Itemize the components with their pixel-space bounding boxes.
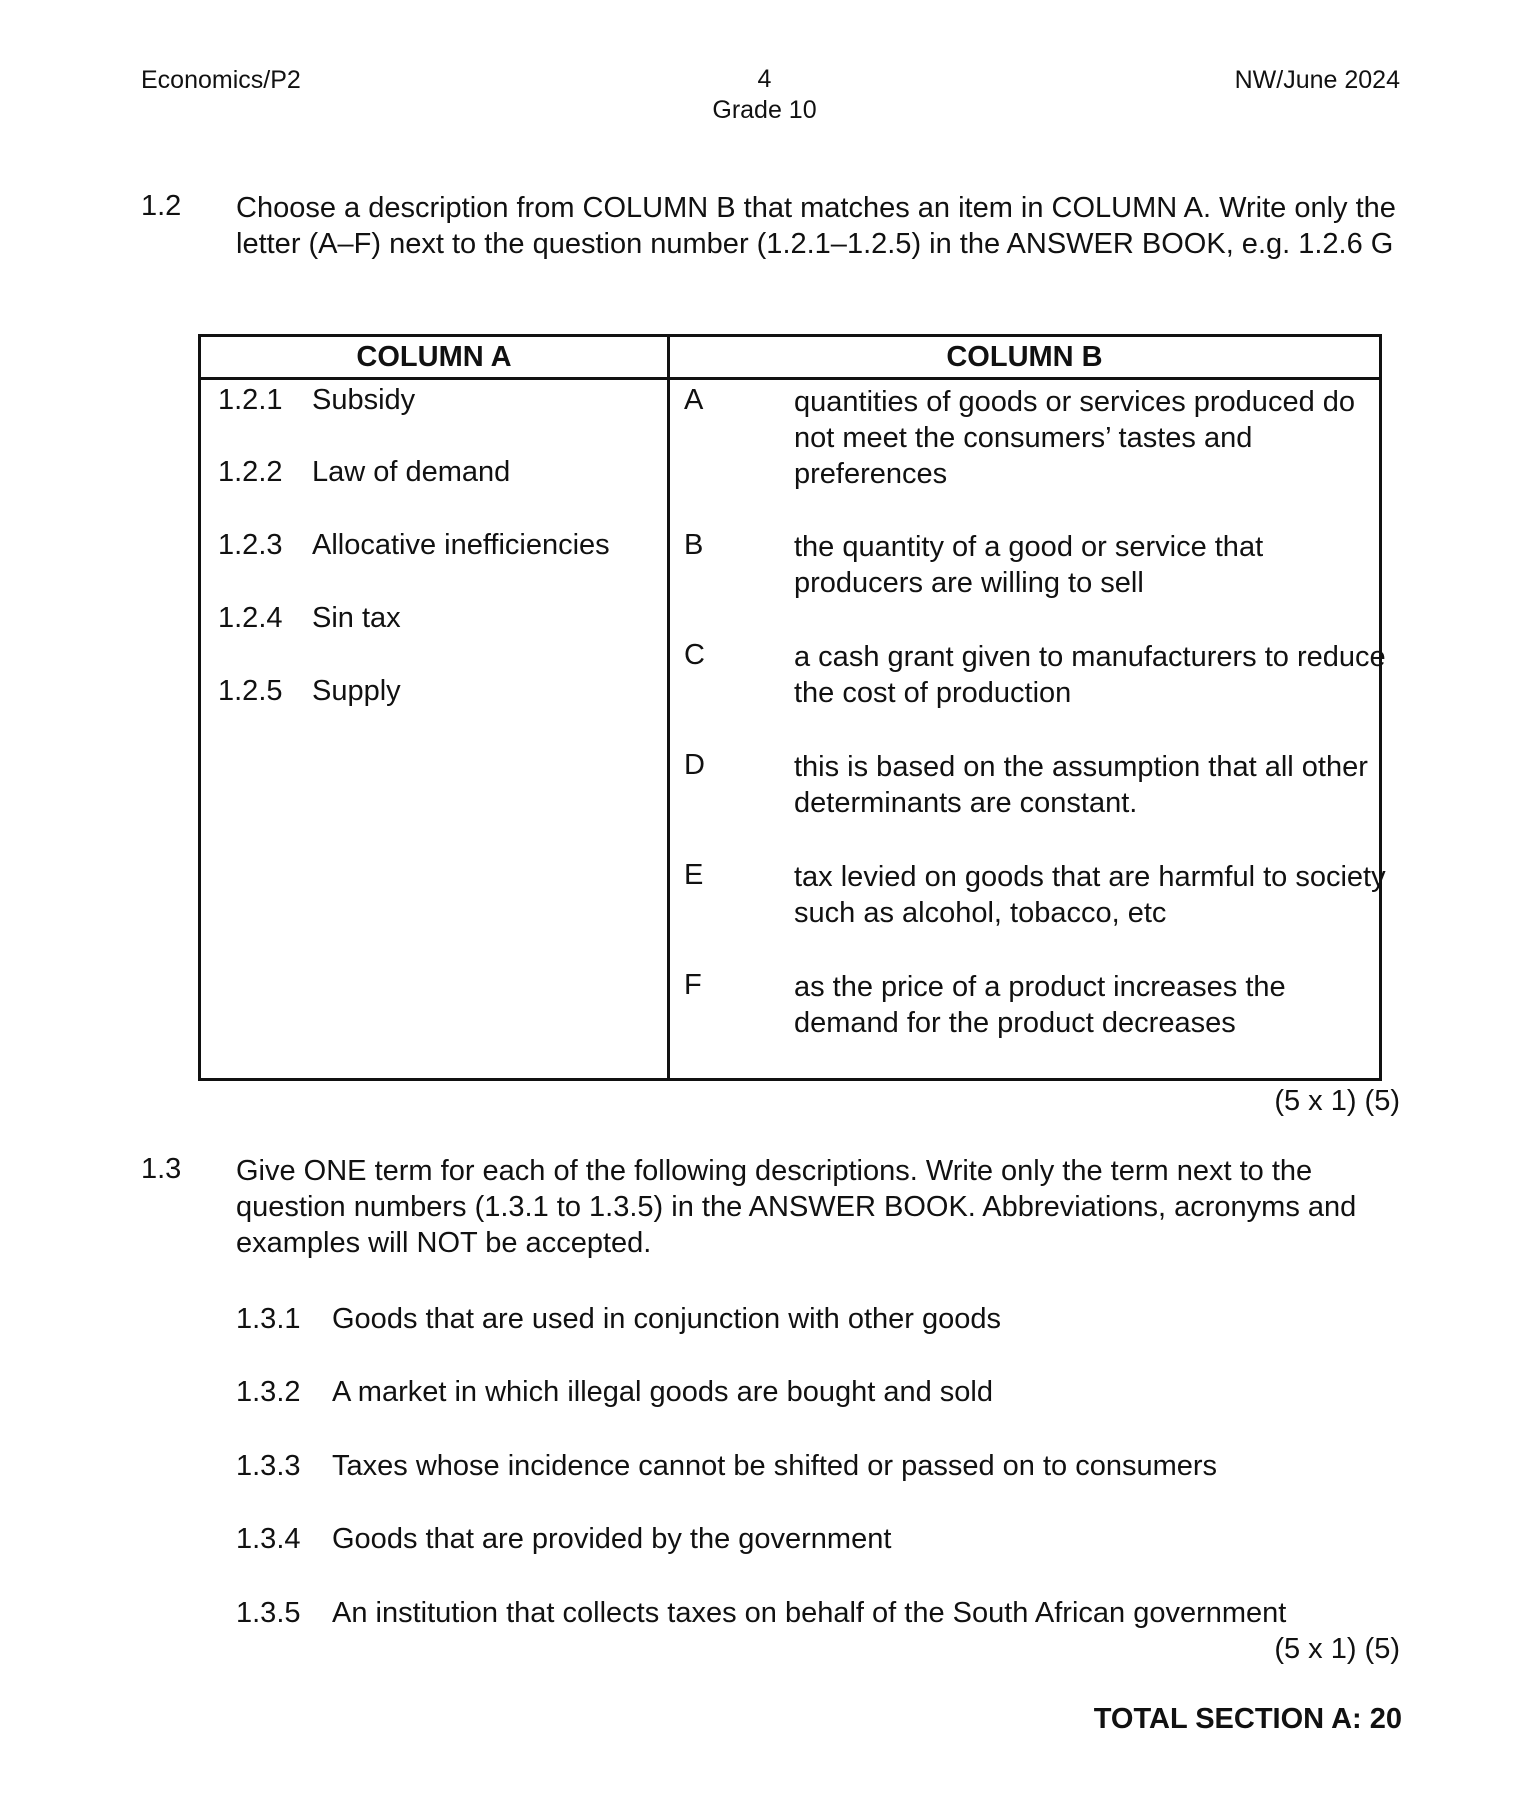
column-a-cell (200, 379, 669, 1080)
header-subject: Economics/P2 (141, 66, 301, 94)
column-b-letter: F (684, 969, 702, 1001)
item-text: An institution that collects taxes on behalf of the South African government (332, 1597, 1287, 1629)
column-a-item-number: 1.2.1 (218, 384, 283, 416)
column-a-item (218, 675, 401, 708)
column-b-letter: C (684, 639, 705, 671)
question-number-1-2: 1.2 (141, 190, 182, 222)
question-1-3-item (236, 1597, 1286, 1630)
item-number: 1.3.1 (236, 1303, 301, 1335)
column-a-item-text: Subsidy (312, 384, 416, 416)
column-b-letter: D (684, 749, 705, 781)
column-a-item-number: 1.2.5 (218, 675, 283, 707)
question-1-3-item (236, 1303, 1001, 1336)
column-a-item-text: Supply (312, 675, 401, 707)
item-number: 1.3.4 (236, 1523, 301, 1555)
column-b-header: COLUMN B (669, 336, 1381, 379)
column-b-letter: E (684, 859, 704, 891)
question-1-2-marks: (5 x 1) (5) (1274, 1085, 1400, 1117)
column-b-text: the quantity of a good or service that producers are willing to sell (794, 531, 1264, 599)
table-body-row (200, 379, 1381, 1080)
matching-table (198, 334, 1386, 1081)
grade-label: Grade 10 (712, 96, 817, 124)
column-a-item-text: Allocative inefficiencies (312, 529, 610, 561)
column-b-list (670, 380, 1386, 1078)
column-a-item-text: Law of demand (312, 456, 511, 488)
item-number: 1.3.3 (236, 1450, 301, 1482)
column-b-text: as the price of a product increases the demand for the product decreases (794, 971, 1286, 1039)
column-a-item-text: Sin tax (312, 602, 401, 634)
item-text: Goods that are provided by the government (332, 1523, 892, 1555)
column-a-list (201, 380, 667, 1078)
header-date: NW/June 2024 (1234, 66, 1400, 94)
column-b-text: this is based on the assumption that all other determinants are constant. (794, 751, 1368, 819)
item-number: 1.3.5 (236, 1597, 301, 1629)
question-1-3-item (236, 1523, 891, 1556)
column-b-text: tax levied on goods that are harmful to society such as alcohol, tobacco, etc (794, 861, 1386, 929)
question-1-3-item (236, 1450, 1217, 1483)
question-1-3-instruction: Give ONE term for each of the following descriptions. Write only the term next to the question numbers (1.3.1 to 1.3.5) in the ANSWER BOOK. Abbreviations, acronyms and examples will NOT be accepted. (236, 1155, 1357, 1259)
column-b-text: quantities of goods or services produced do not meet the consumers’ tastes and preferences (794, 386, 1356, 490)
question-1-2-instruction: Choose a description from COLUMN B that matches an item in COLUMN A. Write only the letter (A–F) next to the question number (1.2.1–1.2.5) in the ANSWER BOOK, e.g. 1.2.6 G (236, 192, 1396, 260)
column-a-item (218, 602, 401, 635)
item-number: 1.3.2 (236, 1376, 301, 1408)
column-a-item-number: 1.2.3 (218, 529, 283, 561)
page-number: 4 (757, 65, 772, 93)
item-text: A market in which illegal goods are bought and sold (332, 1376, 993, 1408)
column-a-item (218, 456, 510, 489)
column-a-header: COLUMN A (200, 336, 669, 379)
total-section-a: TOTAL SECTION A: 20 (1093, 1703, 1402, 1735)
table-header-row (200, 336, 1381, 379)
column-a-item (218, 384, 415, 417)
column-b-letter: B (684, 529, 704, 561)
column-a-item (218, 529, 610, 562)
question-1-3-marks: (5 x 1) (5) (1274, 1633, 1400, 1665)
item-text: Goods that are used in conjunction with other goods (332, 1303, 1002, 1335)
column-a-item-number: 1.2.4 (218, 602, 283, 634)
column-a-item-number: 1.2.2 (218, 456, 283, 488)
column-b-cell (669, 379, 1386, 1080)
column-b-text: a cash grant given to manufacturers to reduce the cost of production (794, 641, 1386, 709)
question-1-3-item (236, 1376, 993, 1409)
question-number-1-3: 1.3 (141, 1153, 182, 1185)
column-b-letter: A (684, 384, 704, 416)
item-text: Taxes whose incidence cannot be shifted or passed on to consumers (332, 1450, 1218, 1482)
